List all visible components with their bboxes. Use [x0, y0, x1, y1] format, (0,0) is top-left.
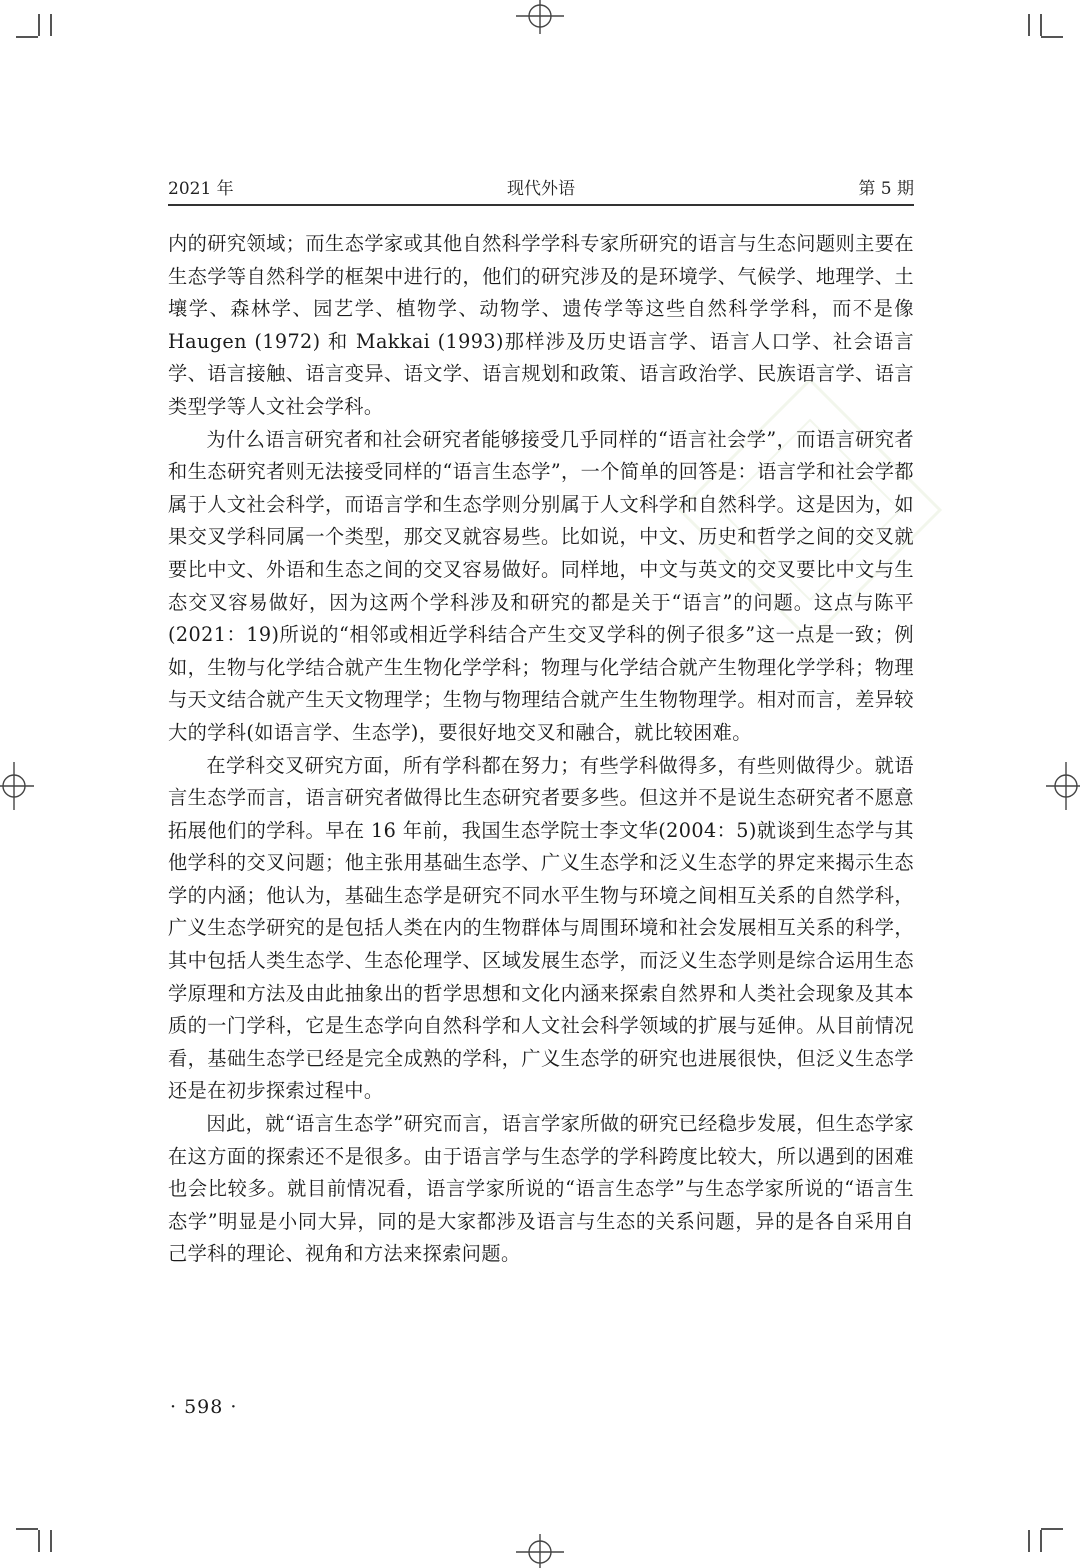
registration-mark-left-icon	[0, 756, 34, 816]
crop-mark-bottom-right-v1	[1028, 1530, 1030, 1552]
crop-mark-top-left-h	[16, 36, 38, 38]
crop-mark-bottom-left-h	[16, 1528, 38, 1530]
crop-mark-top-right-v1	[1028, 14, 1030, 36]
paragraph-1: 内的研究领域；而生态学家或其他自然科学学科专家所研究的语言与生态问题则主要在生态学等自然科学的框架中进行的，他们的研究涉及的是环境学、气候学、地理学、土壤学、森林学、园艺学、植物学、动物学、遗传学等这些自然科学学科，而不是像 Haugen (1972) 和 Makkai (1993)那样涉及历史语言学、语言人口学、社会语言学、语言接触、语言变异、语文学、语言规划和政策、语言政治学、民族语言学、语言类型学等人文社会学科。	[168, 232, 914, 418]
header-issue: 第 5 期	[858, 179, 914, 199]
header-journal-title: 现代外语	[507, 179, 575, 199]
paragraph-4: 因此，就“语言生态学”研究而言，语言学家所做的研究已经稳步发展，但生态学家在这方面的探索还不是很多。由于语言学与生态学的学科跨度比较大，所以遇到的困难也会比较多。就目前情况看，语言学家所说的“语言生态学”与生态学家所说的“语言生态学”明显是小同大异，同的是大家都涉及语言与生态的关系问题，异的是各自采用自己学科的理论、视角和方法来探索问题。	[168, 1112, 914, 1266]
crop-mark-bottom-left-v1	[38, 1530, 40, 1552]
paragraph-3: 在学科交叉研究方面，所有学科都在努力；有些学科做得多，有些则做得少。就语言生态学而言，语言研究者做得比生态研究者要多些。但这并不是说生态研究者不愿意拓展他们的学科。早在 16 年前，我国生态学院士李文华(2004：5)就谈到生态学与其他学科的交叉问题；他主张用基础生态学、广义生态学和泛义生态学的界定来揭示生态学的内涵；他认为，基础生态学是研究不同水平生物与环境之间相互关系的自然学科，广义生态学研究的是包括人类在内的生物群体与周围环境和社会发展相互关系的科学，其中包括人类生态学、生态伦理学、区域发展生态学，而泛义生态学则是综合运用生态学原理和方法及由此抽象出的哲学思想和文化内涵来探索自然界和人类社会现象及其本质的一门学科，它是生态学向自然科学和人文社会科学领域的扩展与延伸。从目前情况看，基础生态学已经是完全成熟的学科，广义生态学的研究也进展很快，但泛义生态学还是在初步探索过程中。	[168, 753, 914, 1103]
registration-mark-bottom-icon	[510, 1534, 570, 1568]
crop-mark-top-right-v2	[1040, 14, 1042, 36]
running-header	[168, 174, 914, 202]
registration-mark-top-icon	[510, 0, 570, 34]
paragraph-2: 为什么语言研究者和社会研究者能够接受几乎同样的“语言社会学”，而语言研究者和生态研究者则无法接受同样的“语言生态学”，一个简单的回答是：语言学和社会学都属于人文社会科学，而语言学和生态学则分别属于人文科学和自然科学。这是因为，如果交叉学科同属一个类型，那交叉就容易些。比如说，中文、历史和哲学之间的交叉就要比中文、外语和生态之间的交叉容易做好。同样地，中文与英文的交叉要比中文与生态交叉容易做好，因为这两个学科涉及和研究的都是关于“语言”的问题。这点与陈平 (2021：19)所说的“相邻或相近学科结合产生交叉学科的例子很多”这一点是一致；例如，生物与化学结合就产生生物化学学科；物理与化学结合就产生物理化学学科；物理与天文结合就产生天文物理学；生物与物理结合就产生生物物理学。相对而言，差异较大的学科(如语言学、生态学)，要很好地交叉和融合，就比较困难。	[168, 427, 914, 744]
header-rule	[168, 204, 914, 206]
crop-mark-bottom-left-v2	[50, 1530, 52, 1552]
registration-mark-right-icon	[1046, 756, 1080, 816]
crop-mark-bottom-right-h	[1041, 1528, 1063, 1530]
crop-mark-top-left-v2	[50, 14, 52, 36]
body-text	[168, 228, 914, 1271]
crop-mark-top-left-v1	[38, 14, 40, 36]
crop-mark-bottom-right-v2	[1040, 1530, 1042, 1552]
crop-mark-top-right-h	[1041, 36, 1063, 38]
header-year: 2021 年	[168, 179, 234, 199]
page-number: · 598 ·	[170, 1396, 238, 1418]
